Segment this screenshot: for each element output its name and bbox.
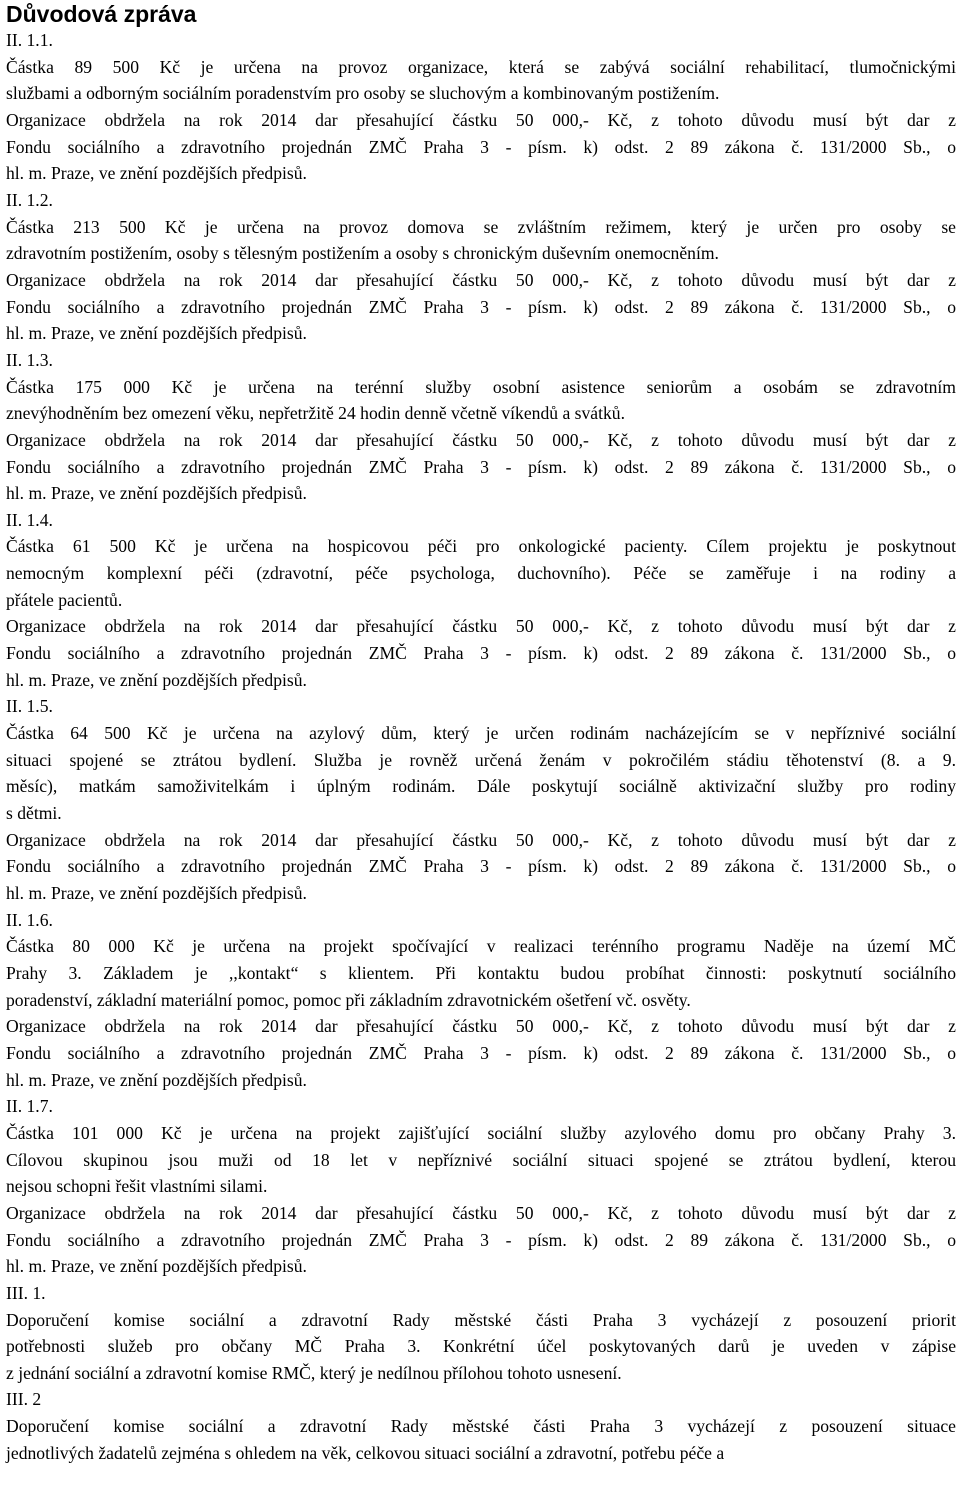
paragraph-line: Doporučení komise sociální a zdravotní Rady městské části Praha 3 vycházejí z posouzení priorit <box>6 1309 956 1330</box>
paragraph-line: situaci spojené se ztrátou bydlení. Služba je rovněž určená ženám v pokročilém stádiu těhotenství (8. a 9. <box>6 749 956 770</box>
note-line: Fondu sociálního a zdravotního projednán ZMČ Praha 3 - písm. k) odst. 2 89 zákona č. 131/2000 Sb., o <box>6 643 956 664</box>
section <box>6 1093 956 1280</box>
note-line: Organizace obdržela na rok 2014 dar přesahující částku 50 000,- Kč, z tohoto důvodu musí být dar z <box>6 1202 956 1223</box>
paragraph-line: Částka 61 500 Kč je určena na hospicovou péči pro onkologické pacienty. Cílem projektu je poskytnout <box>6 536 956 557</box>
document-title: Důvodová zpráva <box>6 1 197 27</box>
note-line: Fondu sociálního a zdravotního projednán ZMČ Praha 3 - písm. k) odst. 2 89 zákona č. 131/2000 Sb., o <box>6 136 956 157</box>
paragraph-line: Doporučení komise sociální a zdravotní Rady městské části Praha 3 vycházejí z posouzení situace <box>6 1416 956 1437</box>
section <box>6 1280 956 1387</box>
note-line: hl. m. Praze, ve znění pozdějších předpisů. <box>6 883 307 903</box>
paragraph-line: Částka 101 000 Kč je určena na projekt zajišťující sociální služby azylového domu pro občany Prahy 3. <box>6 1122 956 1143</box>
paragraph-line: Cílovou skupinou jsou muži od 18 let v nepříznivé sociální situaci spojené se ztrátou bydlení, kterou <box>6 1149 956 1170</box>
section <box>6 187 956 347</box>
section <box>6 347 956 507</box>
paragraph-line: nejsou schopni řešit vlastními silami. <box>6 1176 268 1197</box>
note-line: Organizace obdržela na rok 2014 dar přesahující částku 50 000,- Kč, z tohoto důvodu musí být dar z <box>6 269 956 290</box>
paragraph-line: zdravotním postižením, osoby s tělesným postižením a osoby s chronickým duševním onemocněním. <box>6 243 719 264</box>
note-line: Organizace obdržela na rok 2014 dar přesahující částku 50 000,- Kč, z tohoto důvodu musí být dar z <box>6 1016 956 1037</box>
paragraph-line: službami a odborným sociálním poradenstvím pro osoby se sluchovým a kombinovaným postižením. <box>6 83 720 104</box>
note-line: hl. m. Praze, ve znění pozdějších předpisů. <box>6 1069 307 1090</box>
note-line: hl. m. Praze, ve znění pozdějších předpisů. <box>6 669 307 690</box>
note-line: Organizace obdržela na rok 2014 dar přesahující částku 50 000,- Kč, z tohoto důvodu musí být dar z <box>6 829 956 850</box>
paragraph-line: Prahy 3. Základem je ,,kontakt“ s klientem. Při kontaktu budou probíhat činnosti: poskytnutí sociálního <box>6 962 956 983</box>
paragraph-line: s dětmi. <box>6 803 62 824</box>
paragraph-line: přátele pacientů. <box>6 589 123 610</box>
paragraph-line: Částka 80 000 Kč je určena na projekt spočívající v realizaci terénního programu Naděje na území MČ <box>6 936 956 957</box>
section-number: III. 1. <box>6 1282 46 1303</box>
note-line: Fondu sociálního a zdravotního projednán ZMČ Praha 3 - písm. k) odst. 2 89 zákona č. 131/2000 Sb., o <box>6 856 956 877</box>
section <box>6 907 956 1094</box>
section <box>6 27 956 187</box>
paragraph-line: Částka 89 500 Kč je určena na provoz organizace, která se zabývá sociální rehabilitací, tlumočnickými <box>6 56 956 77</box>
document-body <box>6 27 956 1466</box>
section-number: II. 1.4. <box>6 509 53 530</box>
note-line: hl. m. Praze, ve znění pozdějších předpisů. <box>6 323 307 344</box>
paragraph-line: znevýhodněním bez omezení věku, nepřetržitě 24 hodin denně včetně víkendů a svátků. <box>6 403 625 424</box>
section-number: II. 1.5. <box>6 696 53 717</box>
paragraph-line: potřebnosti služeb pro občany MČ Praha 3. Konkrétní účel poskytovaných darů je uveden v zápise <box>6 1336 956 1357</box>
note-line: Organizace obdržela na rok 2014 dar přesahující částku 50 000,- Kč, z tohoto důvodu musí být dar z <box>6 109 956 130</box>
section-number: III. 2 <box>6 1389 42 1410</box>
note-line: hl. m. Praze, ve znění pozdějších předpisů. <box>6 483 307 504</box>
note-line: Fondu sociálního a zdravotního projednán ZMČ Praha 3 - písm. k) odst. 2 89 zákona č. 131/2000 Sb., o <box>6 456 956 477</box>
note-line: hl. m. Praze, ve znění pozdějších předpisů. <box>6 163 307 184</box>
section-number: II. 1.3. <box>6 349 53 370</box>
paragraph-line: Částka 175 000 Kč je určena na terénní služby osobní asistence seniorům a osobám se zdravotním <box>6 376 956 397</box>
section <box>6 507 956 694</box>
paragraph-line: Částka 64 500 Kč je určena na azylový dům, který je určen rodinám nacházejícím se v nepříznivé sociální <box>6 723 956 744</box>
paragraph-line: jednotlivých žadatelů zejména s ohledem na věk, celkovou situaci sociální a zdravotní, potřebu péče a <box>6 1442 725 1463</box>
paragraph-line: Částka 213 500 Kč je určena na provoz domova se zvláštním režimem, který je určen pro osoby se <box>6 216 956 237</box>
paragraph-line: poradenství, základní materiální pomoc, pomoc při základním zdravotnickém ošetření vč. osvěty. <box>6 989 691 1010</box>
section-number: II. 1.7. <box>6 1096 53 1117</box>
paragraph-line: nemocným komplexní péči (zdravotní, péče psychologa, duchovního). Péče se zaměřuje i na rodiny a <box>6 563 956 584</box>
note-line: Organizace obdržela na rok 2014 dar přesahující částku 50 000,- Kč, z tohoto důvodu musí být dar z <box>6 616 956 637</box>
note-line: Fondu sociálního a zdravotního projednán ZMČ Praha 3 - písm. k) odst. 2 89 zákona č. 131/2000 Sb., o <box>6 1229 956 1250</box>
note-line: hl. m. Praze, ve znění pozdějších předpisů. <box>6 1256 307 1277</box>
section-number: II. 1.2. <box>6 189 53 210</box>
section <box>6 1386 956 1466</box>
document-page <box>6 0 956 1466</box>
note-line: Organizace obdržela na rok 2014 dar přesahující částku 50 000,- Kč, z tohoto důvodu musí být dar z <box>6 429 956 450</box>
note-line: Fondu sociálního a zdravotního projednán ZMČ Praha 3 - písm. k) odst. 2 89 zákona č. 131/2000 Sb., o <box>6 1042 956 1063</box>
section <box>6 693 956 906</box>
paragraph-line: měsíc), matkám samoživitelkám i úplným rodinám. Dále poskytují sociálně aktivizační služby pro rodiny <box>6 776 956 797</box>
paragraph-line: z jednání sociální a zdravotní komise RMČ, který je nedílnou přílohou tohoto usnesení. <box>6 1362 622 1383</box>
section-number: II. 1.1. <box>6 30 53 50</box>
section-number: II. 1.6. <box>6 909 53 930</box>
note-line: Fondu sociálního a zdravotního projednán ZMČ Praha 3 - písm. k) odst. 2 89 zákona č. 131/2000 Sb., o <box>6 296 956 317</box>
